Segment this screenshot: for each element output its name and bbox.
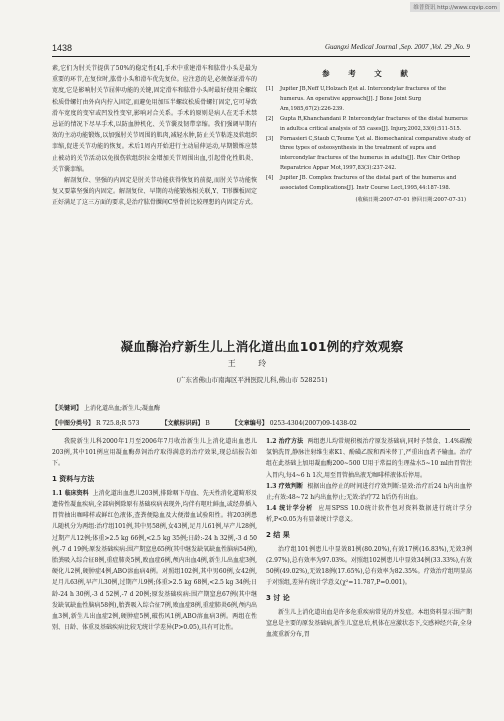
reference-text: Jupiter JB,Neff U,Holzach P,et al. Intercondylar fractures of the humerus. An operative approach[J]. J Bone Joint Surg Am,1985,67(2):226-239.	[280, 86, 447, 112]
subsection-label: 1.1 临床资料	[52, 489, 89, 497]
statistics-paragraph	[266, 503, 472, 525]
treatment-paragraph	[266, 436, 472, 481]
reference-text: Jupiter JB. Complex fractures of the distal part of the humerus and associated Complications[J]. Instr Course Lect,1995,44:187-198.	[280, 175, 457, 192]
article-id-value: 0253-4304(2007)09-1438-02	[269, 420, 357, 427]
clinical-data-paragraph	[52, 488, 257, 634]
header-rule	[52, 56, 470, 57]
clc-value: R 725.8;R 573	[95, 420, 140, 427]
subsection-label: 1.3 疗效判断	[266, 482, 304, 490]
discussion-paragraph: 新生儿上消化道出血是许多危重疾病常见的并发症。本组资料显示围产期窒息是主要的原发基础病,新生儿窒息后,机体在应激状态下,交感神经兴奋,全身血流重新分布,胃	[266, 608, 472, 639]
watermark: 维普资讯 http://www.cqvip.com	[410, 2, 500, 12]
section-rule	[52, 429, 470, 430]
subsection-label: 1.4 统计学分析	[266, 505, 313, 513]
prev-paragraph-1: 素,它们为肘关节提供了50%的稳定性[4],手术中重建滑车和肱骨小头是最为重要的环节,在复位时,肱骨小头和滑车优先复位。应注意的是,必须保证滑车的宽度,它是影响肘关节屈伸功能的关键,固定滑车和肱骨小头时最好使用全螺纹松质骨螺钉由外向内拧入固定,而避免用加压半螺纹松质骨螺钉固定,它可导致滑车宽度的变窄或凹发性变窄,影响对合关系。手术的原则是病人在无手术禁忌证的情况下尽早手术,以防血肿机化、关节囊及韧带挛缩。我们强调早期有效的主动功能锻炼,以加强肘关节周围的肌肉,减轻水肿,防止关节粘连及软组织挛缩,促进关节功能的恢复。术后1周内开始进行主动屈伸运动,早期锻炼应禁止被动的关节活动以免损伤软组织拉金增加关节周围出血,引起骨化性肌炎、关节囊挛缩。	[52, 65, 257, 173]
reference-number: [4]	[266, 175, 274, 182]
clinical-data-text: 上消化道出血患儿203例,排除咽下母血、先天性消化道畸形及遗传性凝血疾病,全部病例除原有基础疾病表现外,均伴有呕吐鲜血,或经鼻插入胃管抽出咖啡样或鲜红色液体,查粪便隐血及大便潜血试验阳性。将203例患儿随机分为两组:治疗组101例,其中男58例,女43例,足月儿61例,早产儿28例,过期产儿12例;体重>2.5 kg 66例,<2.5 kg 35例;日龄:-24 h 32例,-3 d 50例,-7 d 19例;原发基础疾病:围产期窒息65例(其中继发缺氧缺血性脑病54例),胎粪吸入综合征8例,重症肺炎5例,败血症6例,颅内出血4例,新生儿出血症3例,硬化儿2例,硬肿症4例,ABO溶血病4例。对照组102例,其中男60例,女42例,足月儿63例,早产儿30例,过期产儿9例;体重>2.5 kg 68例,<2.5 kg 34例;日龄-24 h 30例,-3 d 52例,-7 d 20例;原发基础疾病:围产期窒息67例(其中继发缺氧缺血性脑病58例),胎粪吸入综合征7例,败血症8例,重症肺炎6例,颅内出血3例,新生儿出血症2例,硬肿症5例,破伤风1例,ABO溶血病3例。两组在性别、日龄、体重及基础疾病比较无统计学差异(P>0.05),具有可比性。	[52, 489, 257, 632]
efficacy-text: 根据出血停止的时间进行疗效判断:显效:治疗后24 h内出血停止;有效:48~72 h内出血停止;无效:治疗72 h后仍有出血。	[266, 482, 472, 502]
intro-paragraph: 我院新生儿科2000年1月至2006年7月收治新生儿上消化道出血患儿203例,其中101例应用凝血酶鼻饲治疗取得满意的治疗效果,现总结报告如下。	[52, 438, 257, 468]
received-dates: (收稿日期:2007-07-01 修回日期:2007-07-31)	[355, 196, 466, 203]
journal-header: Guangxi Medical Journal ,Sep. 2007 ,Vol. 29 ,No. 9	[324, 43, 470, 51]
prev-article-text	[52, 63, 257, 209]
reference-item	[266, 174, 472, 194]
doc-code-value: B	[205, 420, 210, 427]
reference-text: Fornasieri C,Staub C,Teume Y,et al. Biomechanical comparative study of three types of osteosynthesis in the treatment of supra and intercondylar fractures of the humerus in adults[J]. Rev Chir Orthop Reparatrice Appar Mot,1997,83(3):237-242.	[280, 135, 471, 172]
efficacy-paragraph	[266, 481, 472, 503]
subsection-label: 1.2 治疗方法	[266, 438, 304, 445]
keywords-label: 【关键词】	[52, 405, 83, 412]
classification-line	[52, 418, 472, 427]
clc	[52, 418, 139, 427]
keywords	[52, 403, 160, 412]
reference-item	[266, 115, 472, 135]
article-left-column	[52, 436, 257, 718]
statistics-text: 应用SPSS 10.0统计软件包对资料数据进行统计学分析,P<0.05为有显著统计学意义。	[266, 505, 472, 524]
keywords-text: 上消化道出血;新生儿;凝血酶	[83, 405, 160, 412]
article-title: 凝血酶治疗新生儿上消化道出血101例的疗效观察	[120, 339, 404, 354]
reference-number: [3]	[266, 135, 274, 142]
doc-code	[161, 418, 209, 427]
doc-code-label: 【文献标识码】	[161, 420, 204, 427]
reference-item	[266, 135, 472, 175]
reference-number: [2]	[266, 115, 274, 122]
section-heading: 3 讨 论	[266, 593, 290, 602]
article-id	[232, 418, 357, 427]
clc-label: 【中图分类号】	[52, 420, 95, 427]
page-number: 1438	[52, 43, 73, 53]
reference-text: Gupta R,Khanchandani P. Intercondylar fractures of the distal humerus in adults:a critical analysis of 55 cases[J]. Injury,2002,33(6):511-515.	[280, 115, 468, 132]
article-id-label: 【文章编号】	[231, 420, 268, 427]
results-paragraph: 治疗组101例患儿中显效81例(80.20%),有效17例(16.83%),无效3例(2.97%),总有效率为97.03%。对照组102例患儿中显效34例(33.33%),有效50例(49.02%),无效18例(17.65%),总有效率为82.35%。疗效治疗组明显高于对照组,差异有统计学意义(χ²=11.787,P=0.001)。	[266, 545, 472, 587]
reference-item	[266, 85, 472, 115]
references-title: 参 考 文 献	[322, 69, 416, 78]
prev-paragraph-2: 解剖复位、坚强的内固定是肘关节功能获得恢复的前提,而肘关节功能恢复又要靠坚强的内固定。解剖复位、早期的功能锻炼相关联,Y、T形髁板固定正好满足了这三方面的要求,是治疗肱骨髁间C型骨折比较理想的内固定方式。	[52, 177, 257, 207]
reference-list	[266, 85, 472, 194]
article-right-column	[266, 436, 472, 718]
treatment-text: 两组患儿均常规积极治疗原发基础病,同时予禁食、1.4%碳酸氢钠洗胃,静脉注射维生素K1、酚磺乙胺和西米替丁,严重出血者予输血。治疗组在此基础上加用凝血酶200~500 U用于常温的生理盐水5~10 ml由胃管注入胃内,每4~6 h 1次,用至胃管抽出液无咖啡样液体后停用。	[266, 438, 472, 479]
affiliation: (广东省佛山市南海区平洲医院儿科,佛山市 528251)	[176, 376, 328, 384]
section-heading: 1 资料与方法	[52, 474, 95, 483]
references	[266, 68, 472, 203]
author: 王 玲	[227, 359, 277, 368]
section-heading: 2 结 果	[266, 530, 290, 539]
reference-number: [1]	[266, 86, 274, 92]
